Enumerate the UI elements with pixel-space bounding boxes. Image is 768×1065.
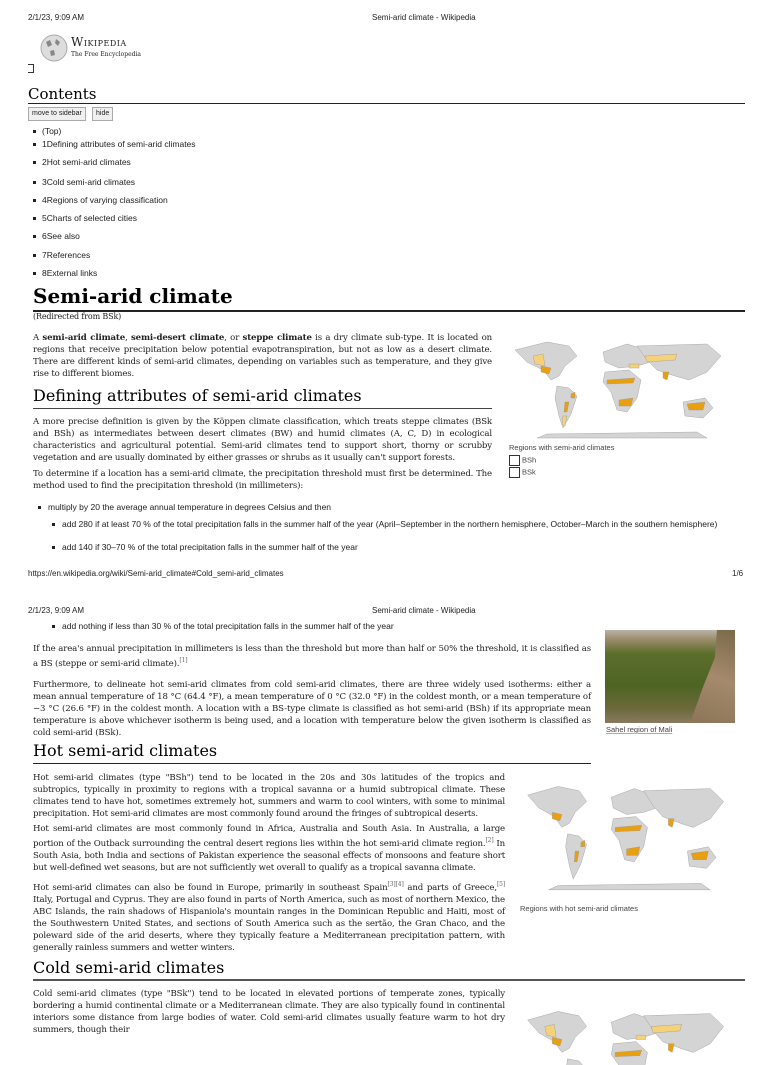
move-to-sidebar-button[interactable]: move to sidebar (28, 107, 86, 121)
toc-item-external-links[interactable]: 8External links (33, 268, 97, 278)
legend-swatch-bsk (509, 467, 520, 478)
hot-paragraph-2: Hot semi-arid climates are most commonly found in Africa, Australia and South Asia. In Australia, a large portion of the Outback surrounding the central desert regions lies within the hot semi-arid climate region.[2] In South Asia, both India and sections of Pakistan experience the seasonal effects of monsoons and feature short but well-defined wet seasons, but are not sufficiently wet overall to qualify as a tropical savanna climate. (33, 824, 505, 873)
land-shape (515, 342, 577, 380)
bsh-region (668, 819, 674, 828)
toc-item-references[interactable]: 7References (33, 250, 90, 260)
print-title-p2: Semi-arid climate - Wikipedia (372, 606, 476, 615)
bsh-region (663, 372, 669, 380)
world-map-image (520, 1005, 735, 1065)
wordmark: Wikipedia (71, 35, 127, 49)
hot-semi-arid-map[interactable] (520, 780, 735, 892)
land-shape (549, 883, 711, 889)
toc-item-top[interactable]: (Top) (33, 126, 61, 136)
hot-paragraph-1: Hot semi-arid climates (type "BSh") tend to be located in the 20s and 30s latitudes of the tropics and subtropics, typically in proximity to regions with a tropical savanna or a humid subtropical climate. These climates tend to have hot, sometimes extremely hot, summers and warm to cool winters, with some to minimal precipitation. Hot semi-arid climates are most commonly found around the fringes of subtropical deserts. (33, 773, 505, 819)
world-map-image (520, 780, 735, 892)
section-heading-cold: Cold semi-arid climates (33, 958, 225, 977)
land-shape (537, 432, 707, 438)
toc-item-hot[interactable]: 2Hot semi-arid climates (33, 157, 131, 167)
hot-paragraph-3: Hot semi-arid climates can also be found in Europe, primarily in southeast Spain[3][4] and parts of Greece,[5] Italy, Portugal and Cyprus. They are also found in parts of North America, such as most of northern Mexico, the ABC Islands, the rain shadows of Hispaniola's mountain ranges in the Dominican Republic and Haiti, most of the Southwestern United States, and sections of South America such as the sertão, the Gran Chaco, and the poleward side of the arid deserts, where they typically feature a Mediterranean precipitation pattern, with generally rainless summers and wetter winters. (33, 881, 505, 953)
bullet-multiply: multiply by 20 the average annual temperature in degrees Celsius and then (38, 502, 331, 513)
semi-arid-map[interactable] (507, 336, 733, 440)
cold-semi-arid-map[interactable] (520, 1005, 735, 1065)
globe-icon (40, 33, 68, 63)
print-title: Semi-arid climate - Wikipedia (372, 13, 476, 22)
sahel-photo[interactable] (605, 630, 735, 723)
print-datetime: 2/1/23, 9:09 AM (28, 13, 85, 22)
print-page-number: 1/6 (732, 569, 744, 578)
toc-item-defining[interactable]: 1Defining attributes of semi-arid climates (33, 139, 196, 149)
bsk-region (636, 1035, 646, 1039)
photo-caption: Sahel region of Mali (606, 725, 673, 734)
sub-bullet-280: add 280 if at least 70 % of the total precipitation falls in the summer half of the year (April–September in the northern hemisphere, October–March in the southern hemisphere) (52, 519, 732, 530)
bsk-region (629, 364, 639, 368)
section-heading-defining: Defining attributes of semi-arid climates (33, 386, 362, 405)
hot-map-caption: Regions with hot semi-arid climates (520, 904, 638, 913)
land-shape (528, 1011, 587, 1052)
section-heading-hot: Hot semi-arid climates (33, 741, 218, 760)
defining-paragraph-3: If the area's annual precipitation in millimeters is less than the threshold but more than half or 50% the threshold, it is classified as a BS (steppe or semi-arid climate).[1] (33, 644, 591, 669)
toc-item-regions[interactable]: 4Regions of varying classification (33, 195, 168, 205)
redirect-note: (Redirected from BSk) (33, 312, 122, 321)
sub-bullet-nothing: add nothing if less than 30 % of the total precipitation falls in the summer half of the year (52, 621, 394, 632)
legend-bsh[interactable]: BSh (509, 455, 536, 466)
tagline: The Free Encyclopedia (71, 51, 141, 58)
toc-item-see-also[interactable]: 6See also (33, 231, 80, 241)
land-shape (566, 1059, 587, 1065)
legend-bsk[interactable]: BSk (509, 467, 536, 478)
hide-toc-button[interactable]: hide (92, 107, 113, 121)
intro-paragraph: A semi-arid climate, semi-desert climate, or steppe climate is a dry climate sub-type. It is located on regions that receive precipitation below potential evapotranspiration, but not as low as a desert climate. There are different kinds of semi-arid climates, depending on variables such as temperature, and they give rise to different biomes. (33, 333, 493, 379)
legend-swatch-bsh (509, 455, 520, 466)
map-caption: Regions with semi-arid climates (509, 443, 615, 452)
defining-paragraph-2: To determine if a location has a semi-arid climate, the precipitation threshold must first be determined. The method used to find the precipitation threshold (in millimeters): (33, 469, 492, 491)
toc-item-cold[interactable]: 3Cold semi-arid climates (33, 177, 135, 187)
world-map-image (507, 336, 733, 440)
toc-item-charts[interactable]: 5Charts of selected cities (33, 213, 137, 223)
land-shape (644, 789, 724, 828)
defining-paragraph-1: A more precise definition is given by the Köppen climate classification, which treats steppe climates (BSk and BSh) as intermediates between desert climates (BW) and humid climates (A, C, D) in ecological characteristics and agricultural potential. Semi-arid climates tend to support short, thorny or scrubby vegetation and are usually dominated by either grasses or shrubs as it usually can't support forests. (33, 417, 492, 463)
sidebar-toggle-icon[interactable] (28, 64, 34, 73)
cold-paragraph-1: Cold semi-arid climates (type "BSk") tend to be located in elevated portions of temperate zones, typically bordering a humid continental climate or a Mediterranean climate. They are also typically found in continental interiors some distance from large bodies of water. Cold semi-arid climates usually feature warm to hot dry summers, though their (33, 989, 505, 1035)
toc-heading: Contents (28, 85, 97, 103)
print-datetime-p2: 2/1/23, 9:09 AM (28, 606, 85, 615)
page-title: Semi-arid climate (33, 284, 233, 308)
defining-paragraph-4: Furthermore, to delineate hot semi-arid climates from cold semi-arid climates, there are three widely used isotherms: either a mean annual temperature of 18 °C (64.4 °F), a mean temperature of 0 °C (32.0 °F) in the coldest month, or a mean temperature of −3 °C (26.6 °F) in the coldest month. A location with a BS-type climate is classified as hot semi-arid (BSh) if its appropriate mean temperature is above whichever isotherm is being used, and a location with temperature below the given isotherm is classified as cold semi-arid (BSk). (33, 680, 591, 738)
bsh-region (668, 1044, 674, 1053)
land-shape (528, 786, 587, 827)
sub-bullet-140: add 140 if 30–70 % of the total precipitation falls in the summer half of the year (52, 542, 358, 553)
wikipedia-logo[interactable] (40, 33, 160, 65)
print-url: https://en.wikipedia.org/wiki/Semi-arid_climate#Cold_semi-arid_climates (28, 569, 284, 578)
